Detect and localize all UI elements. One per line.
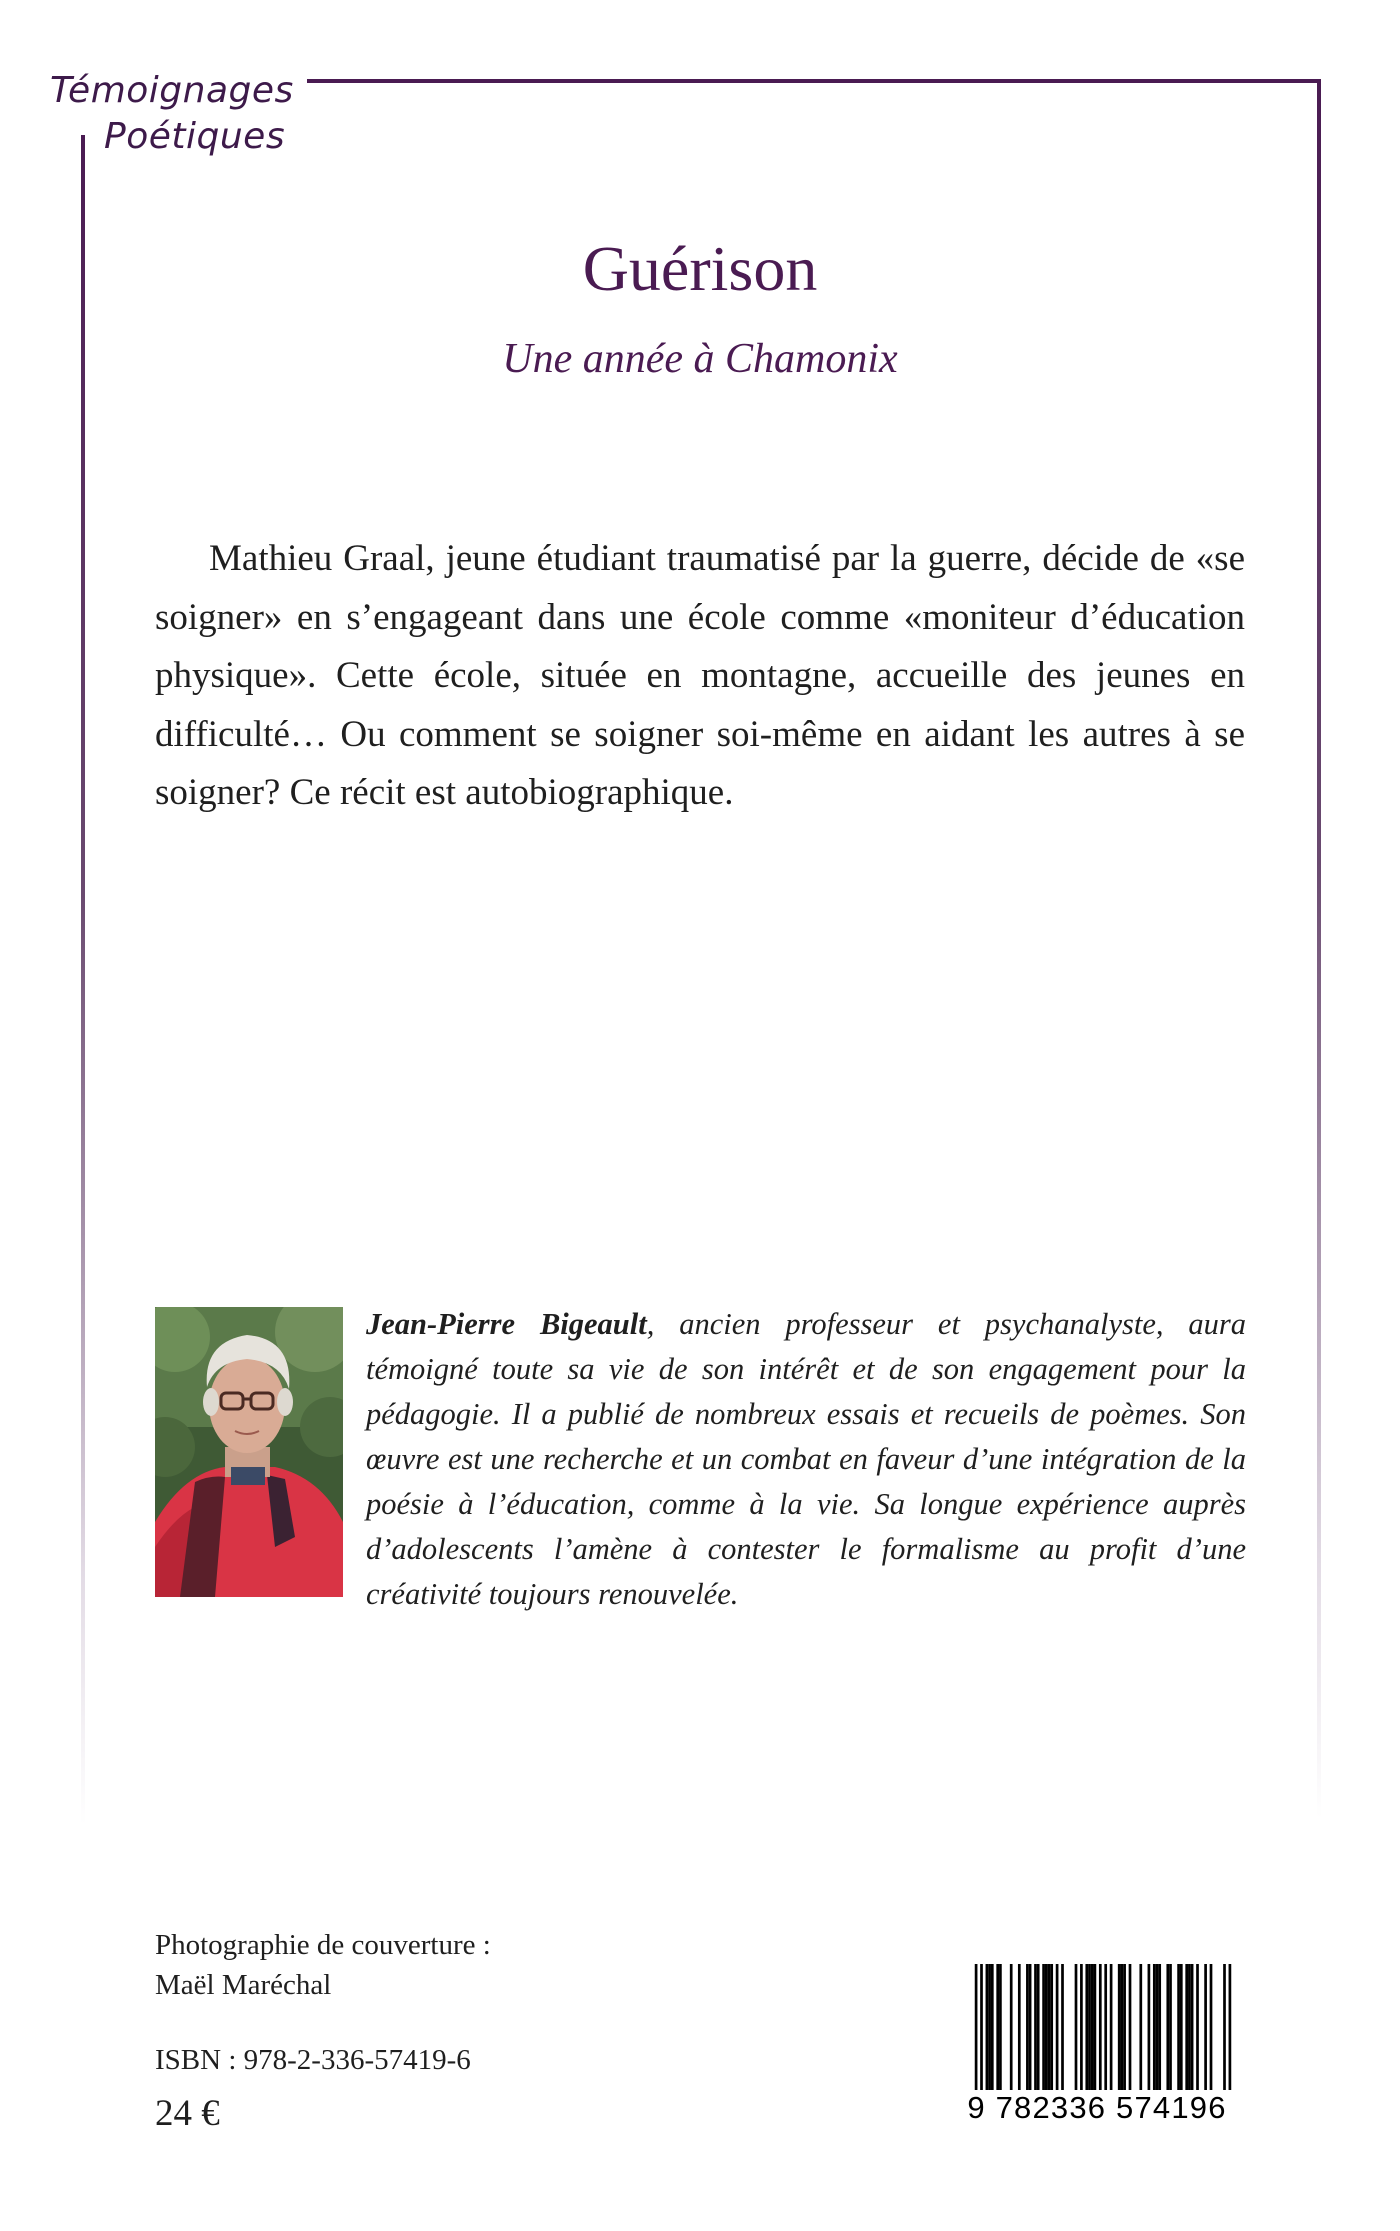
barcode-bar — [988, 1964, 991, 2090]
book-summary: Mathieu Graal, jeune étudiant traumatisé par la guerre, décide de «se soigner» en s’engageant dans une école comme «moniteur d’éducation physique». Cette école, située en montagne, accueille des jeunes en difficulté… Ou comment se soigner soi-même en aidant les autres à se soigner? Ce récit est autobiographique. — [155, 538, 1245, 813]
barcode-bar — [1158, 1964, 1161, 2090]
barcode-bar — [1048, 1964, 1051, 2090]
barcode-bar — [1029, 1964, 1032, 2090]
author-photo — [155, 1307, 343, 1597]
barcode-bar — [1121, 1964, 1124, 2090]
barcode-bar — [1129, 1964, 1132, 2090]
collection-logo — [50, 68, 294, 160]
collection-line-2: Poétiques — [104, 116, 286, 157]
barcode-bar — [1091, 1964, 1094, 2090]
barcode-bar — [1185, 1964, 1188, 2090]
book-subtitle: Une année à Chamonix — [502, 336, 898, 382]
book-title: Guérison — [582, 233, 818, 304]
barcode-bar — [1018, 1964, 1021, 2090]
author-bio — [366, 1302, 1246, 1617]
barcode-bar — [1085, 1964, 1088, 2090]
isbn: ISBN : 978-2-336-57419-6 — [155, 2044, 471, 2076]
photo-credit-label: Photographie de couverture : — [155, 1929, 491, 1961]
barcode-bar — [1110, 1964, 1113, 2090]
collection-line-1: Témoignages — [50, 70, 294, 111]
barcode-bar — [1180, 1964, 1183, 2090]
author-name: Jean-Pierre Bigeault — [366, 1307, 647, 1341]
barcode-bar — [1094, 1964, 1097, 2090]
barcode-bar — [1075, 1964, 1078, 2090]
barcode-bar — [986, 1964, 989, 2090]
barcode-bar — [1104, 1964, 1107, 2104]
barcode-bar — [1088, 1964, 1091, 2090]
barcode-bar — [1210, 1964, 1213, 2090]
author-bio-text: , ancien professeur et psychanalyste, aura témoigné toute sa vie de son intérêt et de son engagement pour la pédagogie. Il a publié de nombreux essais et recueils de poèmes. Son œuvre est une recherche et un combat en faveur d’une intégration de la poésie à l’éducation, comme à la vie. Sa longue expérience auprès d’adolescents l’amène à contester le formalisme au profit d’une créativité toujours renouvelée. — [366, 1307, 1246, 1611]
barcode-bar — [1045, 1964, 1048, 2090]
barcode-bar — [1204, 1964, 1207, 2090]
barcode-bar — [1148, 1964, 1151, 2090]
barcode-bar — [975, 1964, 978, 2104]
barcode-bar — [1139, 1964, 1142, 2090]
barcode — [951, 1964, 1243, 2132]
barcode-bar — [1123, 1964, 1126, 2090]
barcode-bar — [1177, 1964, 1180, 2090]
barcode-bar — [1229, 1964, 1232, 2104]
barcode-bar — [1061, 1964, 1064, 2090]
barcode-bar — [999, 1964, 1002, 2090]
barcode-digits: 9 782336 574196 — [951, 2090, 1243, 2126]
barcode-bar — [1037, 1964, 1040, 2090]
barcode-bar — [1026, 1964, 1029, 2090]
barcode-bar — [991, 1964, 994, 2090]
barcode-bar — [1042, 1964, 1045, 2090]
barcode-bar — [1223, 1964, 1226, 2104]
barcode-bar — [1166, 1964, 1169, 2090]
frame-left-line — [81, 135, 85, 1825]
frame-top-line — [307, 79, 1321, 83]
barcode-bar — [1080, 1964, 1083, 2090]
barcode-bar — [1010, 1964, 1013, 2090]
barcode-bar — [996, 1964, 999, 2090]
barcode-bar — [1196, 1964, 1199, 2090]
photo-credit-name: Maël Maréchal — [155, 1969, 332, 2001]
barcode-bar — [1153, 1964, 1156, 2090]
barcode-bar — [1099, 1964, 1102, 2104]
barcode-bar — [1191, 1964, 1194, 2090]
barcode-bar — [1118, 1964, 1121, 2090]
barcode-bar — [1050, 1964, 1053, 2090]
barcode-bar — [1188, 1964, 1191, 2090]
price: 24 € — [155, 2093, 220, 2134]
photo-credits — [155, 1925, 491, 2005]
barcode-bar — [1156, 1964, 1159, 2090]
barcode-bar — [1056, 1964, 1059, 2090]
barcode-bar — [1169, 1964, 1172, 2090]
barcode-bar — [980, 1964, 983, 2104]
barcode-bar — [1034, 1964, 1037, 2090]
